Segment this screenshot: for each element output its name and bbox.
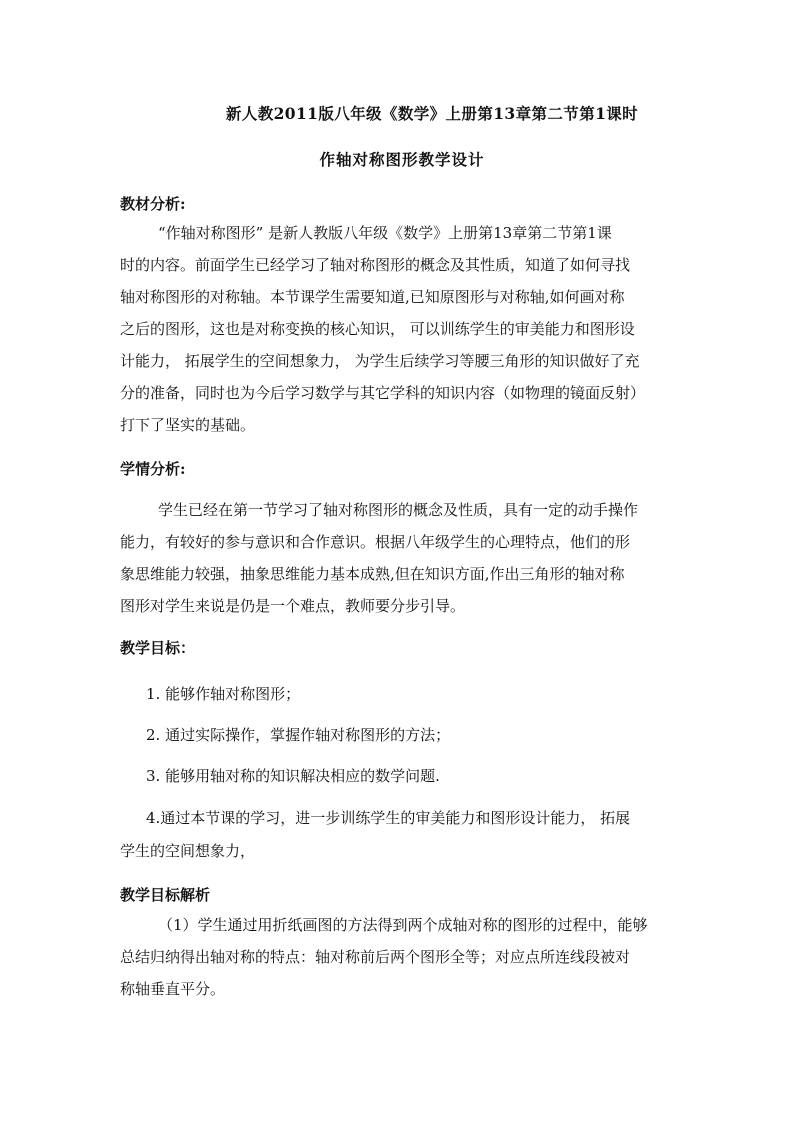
goal-item: 1. 能够作轴对称图形； (146, 685, 301, 703)
material-line: 时的内容。前面学生已经学习了轴对称图形的概念及其性质，知道了如何寻找 (120, 256, 631, 274)
material-line: 打下了坚实的基础。 (120, 416, 256, 434)
students-line: 能力，有较好的参与意识和合作意识。根据八年级学生的心理特点，他们的形 (120, 533, 631, 551)
students-line: 图形对学生来说是仍是一个难点，教师要分步引导。 (120, 597, 466, 615)
analysis-line: （1）学生通过用折纸画图的方法得到两个成轴对称的图形的过程中，能够 (158, 916, 648, 934)
material-line: 分的准备，同时也为今后学习数学与其它学科的知识内容（如物理的镜面反射） (120, 384, 646, 402)
material-line: 轴对称图形的对称轴。本节课学生需要知道,已知原图形与对称轴,如何画对称 (120, 288, 625, 306)
material-line: 计能力， 拓展学生的空间想象力， 为学生后续学习等腰三角形的知识做好了充 (120, 352, 640, 370)
goal-item-continuation: 学生的空间想象力， (120, 842, 256, 860)
document-title: 新人教2011版八年级《数学》上册第13章第二节第1课时 (225, 104, 639, 123)
material-line: “作轴对称图形” 是新人教版八年级《数学》上册第13章第二节第1课 (158, 224, 612, 242)
section-heading-material: 教材分析: (120, 195, 186, 213)
section-heading-analysis: 教学目标解析 (120, 886, 211, 904)
section-heading-students: 学情分析: (120, 460, 186, 478)
students-line: 象思维能力较强，抽象思维能力基本成熟,但在知识方面,作出三角形的轴对称 (120, 565, 625, 583)
students-line: 学生已经在第一节学习了轴对称图形的概念及性质，具有一定的动手操作 (158, 501, 639, 519)
analysis-line: 总结归纳得出轴对称的特点：轴对称前后两个图形全等；对应点所连线段被对 (120, 948, 631, 966)
document-subtitle: 作轴对称图形教学设计 (319, 150, 485, 169)
goal-item: 2. 通过实际操作，掌握作轴对称图形的方法； (146, 726, 451, 744)
analysis-line: 称轴垂直平分。 (120, 980, 226, 998)
goal-item: 4.通过本节课的学习，进一步训练学生的审美能力和图形设计能力， 拓展 (146, 809, 631, 827)
goal-item: 3. 能够用轴对称的知识解决相应的数学问题. (146, 767, 440, 785)
section-heading-goals: 教学目标： (120, 639, 196, 657)
material-line: 之后的图形，这也是对称变换的核心知识， 可以训练学生的审美能力和图形设 (120, 320, 635, 338)
